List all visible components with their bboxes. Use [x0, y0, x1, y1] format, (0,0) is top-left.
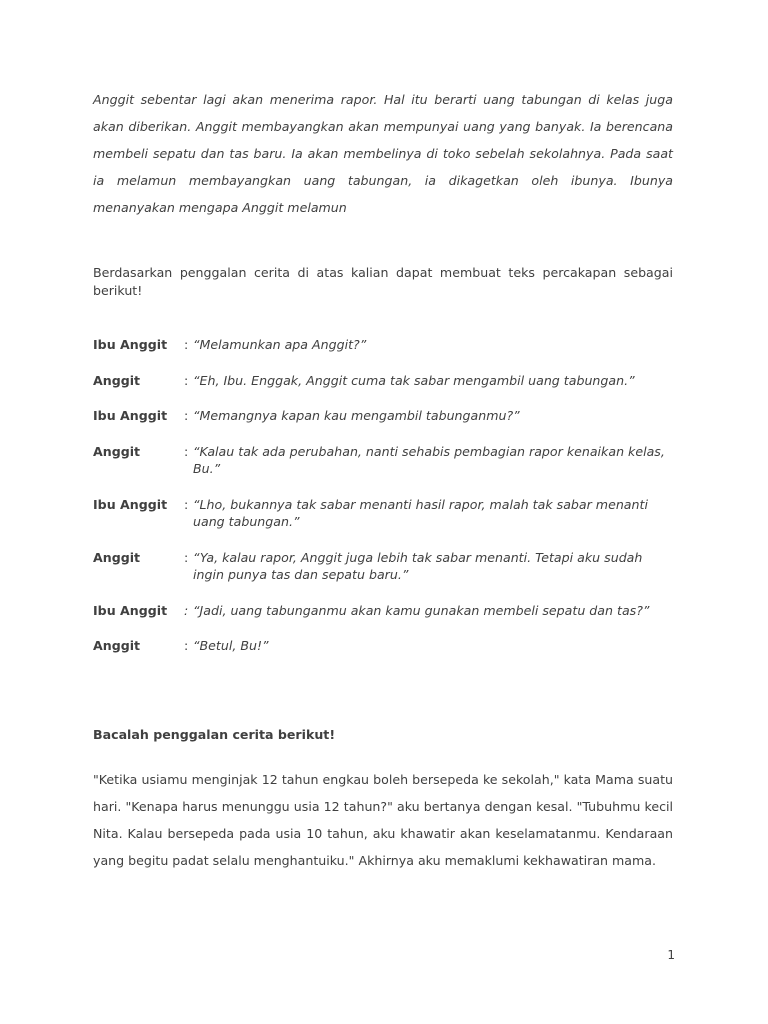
speaker-name: Ibu Anggit — [93, 602, 168, 618]
dialog-colon: : — [184, 549, 189, 565]
dialog-speech: “Memangnya kapan kau mengambil tabunganmu?” — [193, 408, 520, 423]
dialog-line — [184, 549, 673, 584]
story-paragraph-1: Anggit sebentar lagi akan menerima rapor. Hal itu berarti uang tabungan di kelas juga akan diberikan. Anggit membayangkan akan mempunyai uang yang banyak. Ia berencana membeli sepatu dan tas baru. Ia akan membelinya di toko sebelah sekolahnya. Pada saat ia melamun membayangkan uang tabungan, ia dikagetkan oleh ibunya. Ibunya menanyakan mengapa Anggit melamun — [93, 92, 673, 215]
dialog-speech: “Jadi, uang tabunganmu akan kamu gunakan membeli sepatu dan tas?” — [193, 602, 650, 618]
dialog-speech: “Kalau tak ada perubahan, nanti sehabis pembagian rapor kenaikan kelas, Bu.” — [193, 443, 665, 476]
dialog-colon: : — [184, 372, 189, 388]
speaker-name: Anggit — [93, 549, 141, 565]
dialog-list — [93, 336, 673, 673]
dialog-speech: “Melamunkan apa Anggit?” — [193, 337, 367, 352]
dialog-row — [93, 496, 673, 531]
dialog-line — [184, 372, 673, 390]
dialog-row — [93, 443, 673, 478]
dialog-line — [184, 637, 673, 655]
dialog-colon: : — [184, 408, 189, 423]
dialog-speech: “Ya, kalau rapor, Anggit juga lebih tak sabar menanti. Tetapi aku sudah ingin punya tas dan sepatu baru.” — [193, 549, 643, 582]
speaker-name: Ibu Anggit — [93, 496, 168, 512]
speaker-name: Ibu Anggit — [93, 337, 168, 352]
dialog-colon: : — [184, 602, 189, 618]
dialog-line — [184, 407, 673, 425]
dialog-row — [93, 372, 673, 390]
dialog-row — [93, 637, 673, 655]
dialog-speech: “Lho, bukannya tak sabar menanti hasil rapor, malah tak sabar menanti uang tabungan.” — [193, 496, 648, 529]
speaker-name: Anggit — [93, 638, 141, 653]
dialog-line — [184, 602, 673, 620]
dialog-row — [93, 602, 673, 620]
speaker-name: Anggit — [93, 372, 141, 388]
dialog-row — [93, 549, 673, 584]
dialog-speech: “Eh, Ibu. Enggak, Anggit cuma tak sabar mengambil uang tabungan.” — [193, 372, 635, 388]
section-heading: Bacalah penggalan cerita berikut! — [93, 727, 336, 742]
speaker-name: Anggit — [93, 443, 141, 459]
dialog-line — [184, 443, 673, 478]
dialog-colon: : — [184, 443, 189, 459]
dialog-row — [93, 336, 673, 354]
intro-paragraph: Berdasarkan penggalan cerita di atas kalian dapat membuat teks percakapan sebagai berikut! — [93, 265, 673, 298]
dialog-line — [184, 336, 673, 354]
story-paragraph-2: "Ketika usiamu menginjak 12 tahun engkau boleh bersepeda ke sekolah," kata Mama suatu hari. "Kenapa harus menunggu usia 12 tahun?" aku bertanya dengan kesal. "Tubuhmu kecil Nita. Kalau bersepeda pada usia 10 tahun, aku khawatir akan keselamatanmu. Kendaraan yang begitu padat selalu menghantuiku." Akhirnya aku memaklumi kekhawatiran mama. — [93, 772, 673, 868]
document-page — [93, 86, 673, 868]
dialog-row — [93, 407, 673, 425]
speaker-name: Ibu Anggit — [93, 408, 168, 423]
page-number: 1 — [667, 948, 675, 962]
dialog-line — [184, 496, 673, 531]
dialog-colon: : — [184, 496, 189, 512]
dialog-speech: “Betul, Bu!” — [193, 638, 269, 653]
dialog-colon: : — [184, 638, 189, 653]
dialog-colon: : — [184, 337, 189, 352]
